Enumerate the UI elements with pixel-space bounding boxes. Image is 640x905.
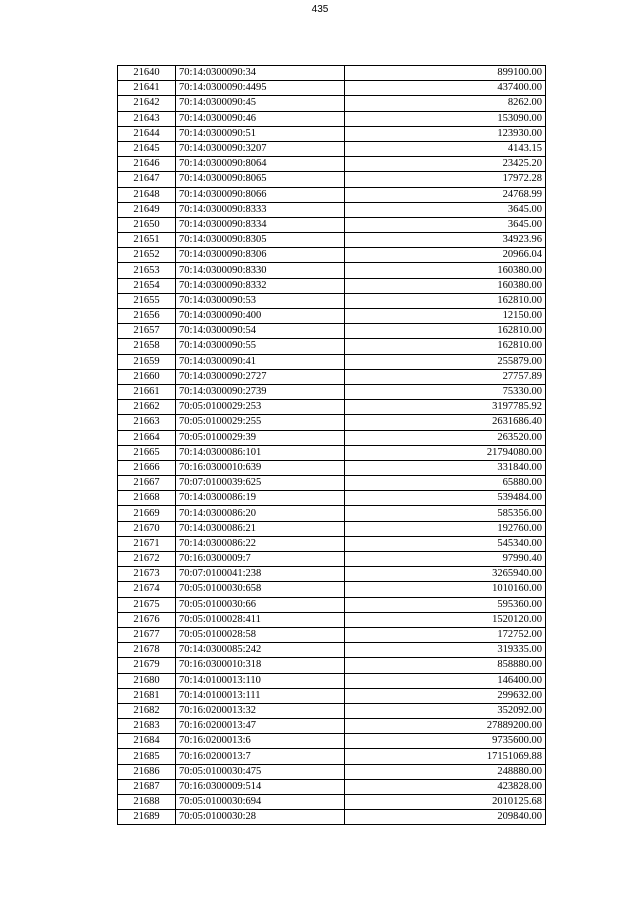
table-row — [118, 187, 546, 202]
cadastral-number-cell: 70:05:0100030:475 — [176, 764, 345, 779]
row-number-cell: 21655 — [118, 293, 176, 308]
cadastral-number-cell: 70:14:0300090:2727 — [176, 369, 345, 384]
value-cell: 2010125.68 — [345, 795, 546, 810]
cadastral-number-cell: 70:14:0300090:8066 — [176, 187, 345, 202]
value-cell: 248880.00 — [345, 764, 546, 779]
table-row — [118, 430, 546, 445]
row-number-cell: 21663 — [118, 415, 176, 430]
cadastral-number-cell: 70:14:0300090:2739 — [176, 384, 345, 399]
cadastral-number-cell: 70:14:0300090:8330 — [176, 263, 345, 278]
table-row — [118, 476, 546, 491]
table-row — [118, 324, 546, 339]
cadastral-number-cell: 70:14:0300090:3207 — [176, 141, 345, 156]
value-cell: 160380.00 — [345, 278, 546, 293]
row-number-cell: 21674 — [118, 582, 176, 597]
value-cell: 162810.00 — [345, 339, 546, 354]
cadastral-number-cell: 70:14:0300086:19 — [176, 491, 345, 506]
table-row — [118, 582, 546, 597]
value-cell: 331840.00 — [345, 460, 546, 475]
row-number-cell: 21687 — [118, 779, 176, 794]
value-cell: 255879.00 — [345, 354, 546, 369]
cadastral-number-cell: 70:16:0200013:7 — [176, 749, 345, 764]
value-cell: 172752.00 — [345, 627, 546, 642]
cadastral-number-cell: 70:14:0300090:51 — [176, 126, 345, 141]
table-row — [118, 248, 546, 263]
row-number-cell: 21649 — [118, 202, 176, 217]
row-number-cell: 21662 — [118, 400, 176, 415]
cadastral-number-cell: 70:16:0200013:6 — [176, 734, 345, 749]
cadastral-number-cell: 70:14:0300090:54 — [176, 324, 345, 339]
row-number-cell: 21642 — [118, 96, 176, 111]
cadastral-number-cell: 70:05:0100030:694 — [176, 795, 345, 810]
row-number-cell: 21666 — [118, 460, 176, 475]
value-cell: 263520.00 — [345, 430, 546, 445]
row-number-cell: 21650 — [118, 217, 176, 232]
row-number-cell: 21676 — [118, 612, 176, 627]
cadastral-number-cell: 70:05:0100030:28 — [176, 810, 345, 825]
cadastral-number-cell: 70:16:0200013:47 — [176, 719, 345, 734]
value-cell: 858880.00 — [345, 658, 546, 673]
cadastral-number-cell: 70:14:0300090:8305 — [176, 233, 345, 248]
table-row — [118, 810, 546, 825]
cadastral-number-cell: 70:14:0300086:101 — [176, 445, 345, 460]
table-row — [118, 233, 546, 248]
value-cell: 34923.96 — [345, 233, 546, 248]
row-number-cell: 21668 — [118, 491, 176, 506]
value-cell: 153090.00 — [345, 111, 546, 126]
value-cell: 319335.00 — [345, 643, 546, 658]
table-row — [118, 309, 546, 324]
row-number-cell: 21660 — [118, 369, 176, 384]
row-number-cell: 21652 — [118, 248, 176, 263]
value-cell: 97990.40 — [345, 552, 546, 567]
table-row — [118, 506, 546, 521]
cadastral-number-cell: 70:14:0300086:20 — [176, 506, 345, 521]
cadastral-number-cell: 70:14:0300090:8064 — [176, 157, 345, 172]
value-cell: 192760.00 — [345, 521, 546, 536]
cadastral-number-cell: 70:14:0300086:22 — [176, 536, 345, 551]
cadastral-number-cell: 70:14:0300090:8332 — [176, 278, 345, 293]
table-row — [118, 202, 546, 217]
row-number-cell: 21684 — [118, 734, 176, 749]
table-row — [118, 643, 546, 658]
cadastral-number-cell: 70:16:0300010:639 — [176, 460, 345, 475]
row-number-cell: 21680 — [118, 673, 176, 688]
table-row — [118, 111, 546, 126]
table-row — [118, 81, 546, 96]
cadastral-number-cell: 70:14:0300090:400 — [176, 309, 345, 324]
value-cell: 539484.00 — [345, 491, 546, 506]
cadastral-number-cell: 70:14:0300090:55 — [176, 339, 345, 354]
cadastral-number-cell: 70:14:0300086:21 — [176, 521, 345, 536]
page-number: 435 — [311, 4, 329, 15]
value-cell: 423828.00 — [345, 779, 546, 794]
cadastral-number-cell: 70:14:0300090:8306 — [176, 248, 345, 263]
value-cell: 123930.00 — [345, 126, 546, 141]
value-cell: 17151069.88 — [345, 749, 546, 764]
cadastral-number-cell: 70:16:0200013:32 — [176, 703, 345, 718]
row-number-cell: 21688 — [118, 795, 176, 810]
row-number-cell: 21641 — [118, 81, 176, 96]
value-cell: 3265940.00 — [345, 567, 546, 582]
cadastral-number-cell: 70:05:0100029:39 — [176, 430, 345, 445]
table-row — [118, 627, 546, 642]
cadastral-number-cell: 70:14:0300090:8333 — [176, 202, 345, 217]
cadastral-number-cell: 70:14:0300090:4495 — [176, 81, 345, 96]
row-number-cell: 21651 — [118, 233, 176, 248]
value-cell: 24768.99 — [345, 187, 546, 202]
table-row — [118, 263, 546, 278]
row-number-cell: 21681 — [118, 688, 176, 703]
row-number-cell: 21672 — [118, 552, 176, 567]
table-body — [118, 66, 546, 825]
table-row — [118, 339, 546, 354]
table-row — [118, 293, 546, 308]
row-number-cell: 21679 — [118, 658, 176, 673]
value-cell: 162810.00 — [345, 324, 546, 339]
value-cell: 8262.00 — [345, 96, 546, 111]
table-row — [118, 749, 546, 764]
row-number-cell: 21657 — [118, 324, 176, 339]
table-row — [118, 217, 546, 232]
table-row — [118, 460, 546, 475]
row-number-cell: 21685 — [118, 749, 176, 764]
row-number-cell: 21678 — [118, 643, 176, 658]
table-row — [118, 536, 546, 551]
cadastral-number-cell: 70:14:0300090:46 — [176, 111, 345, 126]
table-row — [118, 445, 546, 460]
table-row — [118, 612, 546, 627]
row-number-cell: 21645 — [118, 141, 176, 156]
row-number-cell: 21664 — [118, 430, 176, 445]
value-cell: 545340.00 — [345, 536, 546, 551]
table-row — [118, 521, 546, 536]
cadastral-number-cell: 70:05:0100029:255 — [176, 415, 345, 430]
table-row — [118, 673, 546, 688]
table-row — [118, 369, 546, 384]
value-cell: 3197785.92 — [345, 400, 546, 415]
table-row — [118, 734, 546, 749]
table-row — [118, 141, 546, 156]
table-row — [118, 658, 546, 673]
value-cell: 162810.00 — [345, 293, 546, 308]
table-row — [118, 400, 546, 415]
row-number-cell: 21659 — [118, 354, 176, 369]
table-row — [118, 354, 546, 369]
table-row — [118, 779, 546, 794]
row-number-cell: 21656 — [118, 309, 176, 324]
value-cell: 3645.00 — [345, 202, 546, 217]
row-number-cell: 21646 — [118, 157, 176, 172]
cadastral-number-cell: 70:05:0100029:253 — [176, 400, 345, 415]
table-row — [118, 552, 546, 567]
table-row — [118, 795, 546, 810]
cadastral-table — [117, 65, 546, 825]
cadastral-number-cell: 70:05:0100028:411 — [176, 612, 345, 627]
value-cell: 899100.00 — [345, 66, 546, 81]
cadastral-number-cell: 70:16:0300009:7 — [176, 552, 345, 567]
table-row — [118, 384, 546, 399]
cadastral-number-cell: 70:16:0300009:514 — [176, 779, 345, 794]
value-cell: 2631686.40 — [345, 415, 546, 430]
value-cell: 12150.00 — [345, 309, 546, 324]
cadastral-number-cell: 70:07:0100041:238 — [176, 567, 345, 582]
value-cell: 17972.28 — [345, 172, 546, 187]
table-row — [118, 491, 546, 506]
cadastral-number-cell: 70:14:0300090:53 — [176, 293, 345, 308]
value-cell: 21794080.00 — [345, 445, 546, 460]
value-cell: 437400.00 — [345, 81, 546, 96]
row-number-cell: 21653 — [118, 263, 176, 278]
value-cell: 595360.00 — [345, 597, 546, 612]
table-row — [118, 703, 546, 718]
value-cell: 9735600.00 — [345, 734, 546, 749]
row-number-cell: 21661 — [118, 384, 176, 399]
table-row — [118, 66, 546, 81]
value-cell: 3645.00 — [345, 217, 546, 232]
row-number-cell: 21689 — [118, 810, 176, 825]
cadastral-number-cell: 70:14:0300085:242 — [176, 643, 345, 658]
table-row — [118, 719, 546, 734]
value-cell: 27757.89 — [345, 369, 546, 384]
value-cell: 75330.00 — [345, 384, 546, 399]
table-row — [118, 126, 546, 141]
row-number-cell: 21686 — [118, 764, 176, 779]
cadastral-number-cell: 70:05:0100030:66 — [176, 597, 345, 612]
value-cell: 209840.00 — [345, 810, 546, 825]
table-row — [118, 567, 546, 582]
table-row — [118, 172, 546, 187]
table-row — [118, 157, 546, 172]
row-number-cell: 21669 — [118, 506, 176, 521]
value-cell: 585356.00 — [345, 506, 546, 521]
table-row — [118, 597, 546, 612]
row-number-cell: 21683 — [118, 719, 176, 734]
value-cell: 1010160.00 — [345, 582, 546, 597]
cadastral-number-cell: 70:14:0300090:41 — [176, 354, 345, 369]
value-cell: 299632.00 — [345, 688, 546, 703]
value-cell: 20966.04 — [345, 248, 546, 263]
cadastral-number-cell: 70:05:0100030:658 — [176, 582, 345, 597]
cadastral-number-cell: 70:14:0300090:8334 — [176, 217, 345, 232]
cadastral-number-cell: 70:14:0300090:34 — [176, 66, 345, 81]
row-number-cell: 21682 — [118, 703, 176, 718]
row-number-cell: 21665 — [118, 445, 176, 460]
value-cell: 160380.00 — [345, 263, 546, 278]
table-row — [118, 688, 546, 703]
cadastral-number-cell: 70:14:0300090:8065 — [176, 172, 345, 187]
row-number-cell: 21658 — [118, 339, 176, 354]
table-row — [118, 278, 546, 293]
row-number-cell: 21673 — [118, 567, 176, 582]
cadastral-number-cell: 70:16:0300010:318 — [176, 658, 345, 673]
table-row — [118, 764, 546, 779]
table-row — [118, 96, 546, 111]
value-cell: 1520120.00 — [345, 612, 546, 627]
cadastral-number-cell: 70:14:0300090:45 — [176, 96, 345, 111]
table-row — [118, 415, 546, 430]
cadastral-number-cell: 70:14:0100013:110 — [176, 673, 345, 688]
row-number-cell: 21671 — [118, 536, 176, 551]
row-number-cell: 21640 — [118, 66, 176, 81]
value-cell: 65880.00 — [345, 476, 546, 491]
cadastral-number-cell: 70:05:0100028:58 — [176, 627, 345, 642]
row-number-cell: 21675 — [118, 597, 176, 612]
value-cell: 23425.20 — [345, 157, 546, 172]
row-number-cell: 21667 — [118, 476, 176, 491]
row-number-cell: 21648 — [118, 187, 176, 202]
row-number-cell: 21677 — [118, 627, 176, 642]
row-number-cell: 21670 — [118, 521, 176, 536]
value-cell: 4143.15 — [345, 141, 546, 156]
cadastral-number-cell: 70:07:0100039:625 — [176, 476, 345, 491]
cadastral-number-cell: 70:14:0100013:111 — [176, 688, 345, 703]
value-cell: 352092.00 — [345, 703, 546, 718]
value-cell: 146400.00 — [345, 673, 546, 688]
row-number-cell: 21654 — [118, 278, 176, 293]
row-number-cell: 21643 — [118, 111, 176, 126]
row-number-cell: 21647 — [118, 172, 176, 187]
value-cell: 27889200.00 — [345, 719, 546, 734]
row-number-cell: 21644 — [118, 126, 176, 141]
